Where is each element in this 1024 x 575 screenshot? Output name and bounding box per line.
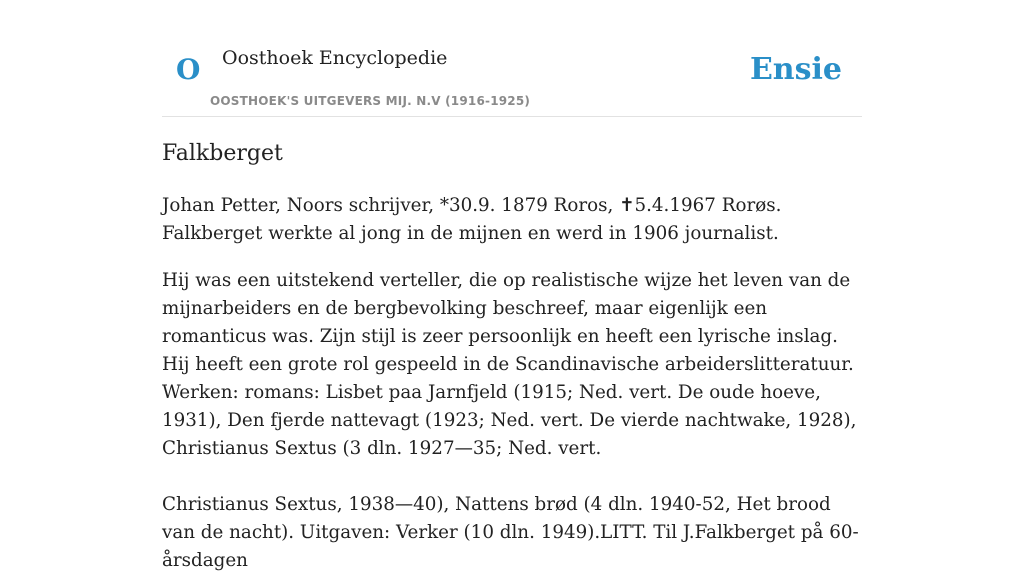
ensie-brand-link[interactable]: Ensie: [749, 52, 842, 87]
source-header: [162, 0, 862, 117]
article-paragraph: Johan Petter, Noors schrijver, *30.9. 1879 Roros, ✝5.4.1967 Rorøs. Falkberget werkte al jong in de mijnen en werd in 1906 journalist.: [162, 195, 782, 244]
entry-title: Falkberget: [162, 141, 283, 166]
source-title-link[interactable]: Oosthoek Encyclopedie: [222, 47, 448, 69]
article-paragraph: Hij was een uitstekend verteller, die op realistische wijze het leven van de mijnarbeiders en de bergbevolking beschreef, maar eigenlijk een romanticus was. Zijn stijl is zeer persoonlijk en heeft een lyrische inslag. Hij heeft een grote rol gespeeld in de Scandinavische arbeiderslitteratuur. Werken: romans: Lisbet paa Jarnfjeld (1915; Ned. vert. De oude hoeve, 1931), Den fjerde nattevagt (1923; Ned. vert. De vierde nachtwake, 1928), Christianus Sextus (3 dln. 1927—35; Ned. vert.: [162, 270, 857, 459]
source-subtitle: OOSTHOEK'S UITGEVERS MIJ. N.V (1916-1925): [210, 94, 531, 108]
source-logo[interactable]: O: [176, 53, 201, 86]
article-paragraph: Christianus Sextus, 1938—40), Nattens brød (4 dln. 1940-52, Het brood van de nacht). Uitgaven: Verker (10 dln. 1949).LITT. Til J.Falkberget på 60-årsdagen: [162, 494, 859, 571]
article-content: [162, 138, 862, 575]
